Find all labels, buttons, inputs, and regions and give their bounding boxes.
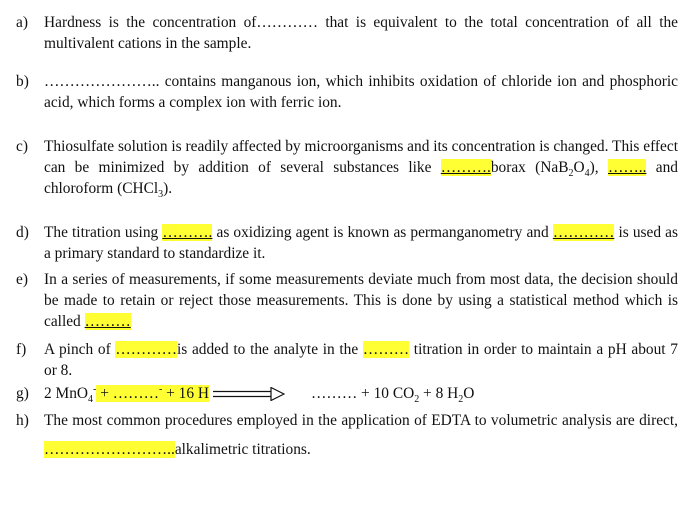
question-h bbox=[16, 406, 678, 464]
highlighted-text bbox=[96, 385, 209, 402]
highlighted-blank: ……… bbox=[362, 341, 410, 358]
subscript: 2 bbox=[458, 394, 464, 406]
question-b bbox=[16, 71, 678, 113]
text-segment: borax (NaB bbox=[490, 159, 569, 176]
question-label: f) bbox=[16, 341, 27, 358]
reaction-arrow-icon bbox=[213, 387, 285, 401]
question-e bbox=[16, 269, 678, 332]
text-segment: and chloroform (CHCl bbox=[44, 159, 679, 197]
question-text bbox=[44, 12, 678, 54]
text-segment: alkalimetric titrations. bbox=[174, 441, 311, 458]
question-label: d) bbox=[16, 224, 29, 241]
subscript: 3 bbox=[158, 189, 164, 201]
text-segment: A pinch of bbox=[44, 341, 116, 358]
text-segment: ), bbox=[589, 159, 608, 176]
text-segment: O bbox=[463, 385, 475, 402]
text-segment: as oxidizing agent is known as permanganometry and bbox=[212, 224, 553, 241]
highlighted-blank: ………… bbox=[115, 341, 177, 358]
question-text bbox=[44, 406, 678, 464]
question-c bbox=[16, 136, 678, 199]
question-label: c) bbox=[16, 138, 28, 155]
question-f bbox=[16, 339, 678, 381]
text-segment: Thiosulfate solution is readily affected by microorganisms and its concentration is changed. This effect can be minimized by addition of several substances like bbox=[44, 138, 678, 176]
text-segment: is added to the analyte in the bbox=[176, 341, 363, 358]
text-segment: The titration using bbox=[44, 224, 163, 241]
highlighted-blank: …….. bbox=[607, 159, 647, 176]
question-label: h) bbox=[16, 412, 29, 429]
text-segment: + 10 CO bbox=[357, 385, 415, 402]
superscript: - bbox=[93, 383, 97, 395]
question-text bbox=[44, 269, 678, 332]
subscript: 2 bbox=[568, 168, 574, 180]
text-segment: + 16 H bbox=[162, 385, 210, 402]
text-segment: ). bbox=[163, 180, 173, 197]
highlighted-blank: ………. bbox=[162, 224, 213, 241]
question-a bbox=[16, 12, 678, 54]
question-label: g) bbox=[16, 385, 29, 402]
blank: ………… bbox=[256, 14, 318, 31]
blank: ……… bbox=[112, 385, 159, 402]
text-segment: that is equivalent to the total concentration of all the multivalent cations in the sample. bbox=[44, 14, 679, 52]
subscript: 4 bbox=[88, 394, 94, 406]
question-text bbox=[44, 222, 678, 264]
text-segment: + bbox=[96, 385, 113, 402]
blank: ………………….. bbox=[44, 73, 160, 90]
reaction-equation bbox=[44, 383, 678, 404]
text-segment: O bbox=[573, 159, 585, 176]
question-label: e) bbox=[16, 271, 28, 288]
question-text bbox=[44, 136, 678, 199]
highlighted-blank: ………. bbox=[440, 159, 491, 176]
superscript: - bbox=[158, 383, 163, 395]
text-segment: 2 MnO bbox=[44, 385, 89, 402]
question-label: b) bbox=[16, 73, 29, 90]
subscript: 4 bbox=[584, 168, 590, 180]
subscript: 2 bbox=[414, 394, 420, 406]
question-text bbox=[44, 71, 678, 113]
question-g bbox=[16, 383, 678, 404]
text-segment: contains manganous ion, which inhibits oxidation of chloride ion and phosphoric acid, which forms a complex ion with ferric ion. bbox=[44, 73, 678, 111]
text-segment: Hardness is the concentration of bbox=[44, 14, 257, 31]
highlighted-blank: …………………….. bbox=[44, 441, 175, 458]
highlighted-blank: ………… bbox=[552, 224, 615, 241]
question-label: a) bbox=[16, 14, 28, 31]
text-segment: In a series of measurements, if some measurements deviate much from most data, the decision should be made to retain or reject those measurements. This is done by using a statistical method which is called bbox=[44, 271, 678, 330]
text-segment: The most common procedures employed in the application of EDTA to volumetric analysis are direct, bbox=[44, 412, 678, 429]
text-segment: titration in order to maintain a pH about 7 or 8. bbox=[44, 341, 678, 379]
question-text bbox=[44, 339, 678, 381]
question-d bbox=[16, 222, 678, 264]
highlighted-blank: ……… bbox=[84, 313, 131, 330]
blank: ……… bbox=[311, 385, 358, 402]
text-segment: is used as a primary standard to standardize it. bbox=[44, 224, 678, 262]
text-segment: + 8 H bbox=[419, 385, 459, 402]
